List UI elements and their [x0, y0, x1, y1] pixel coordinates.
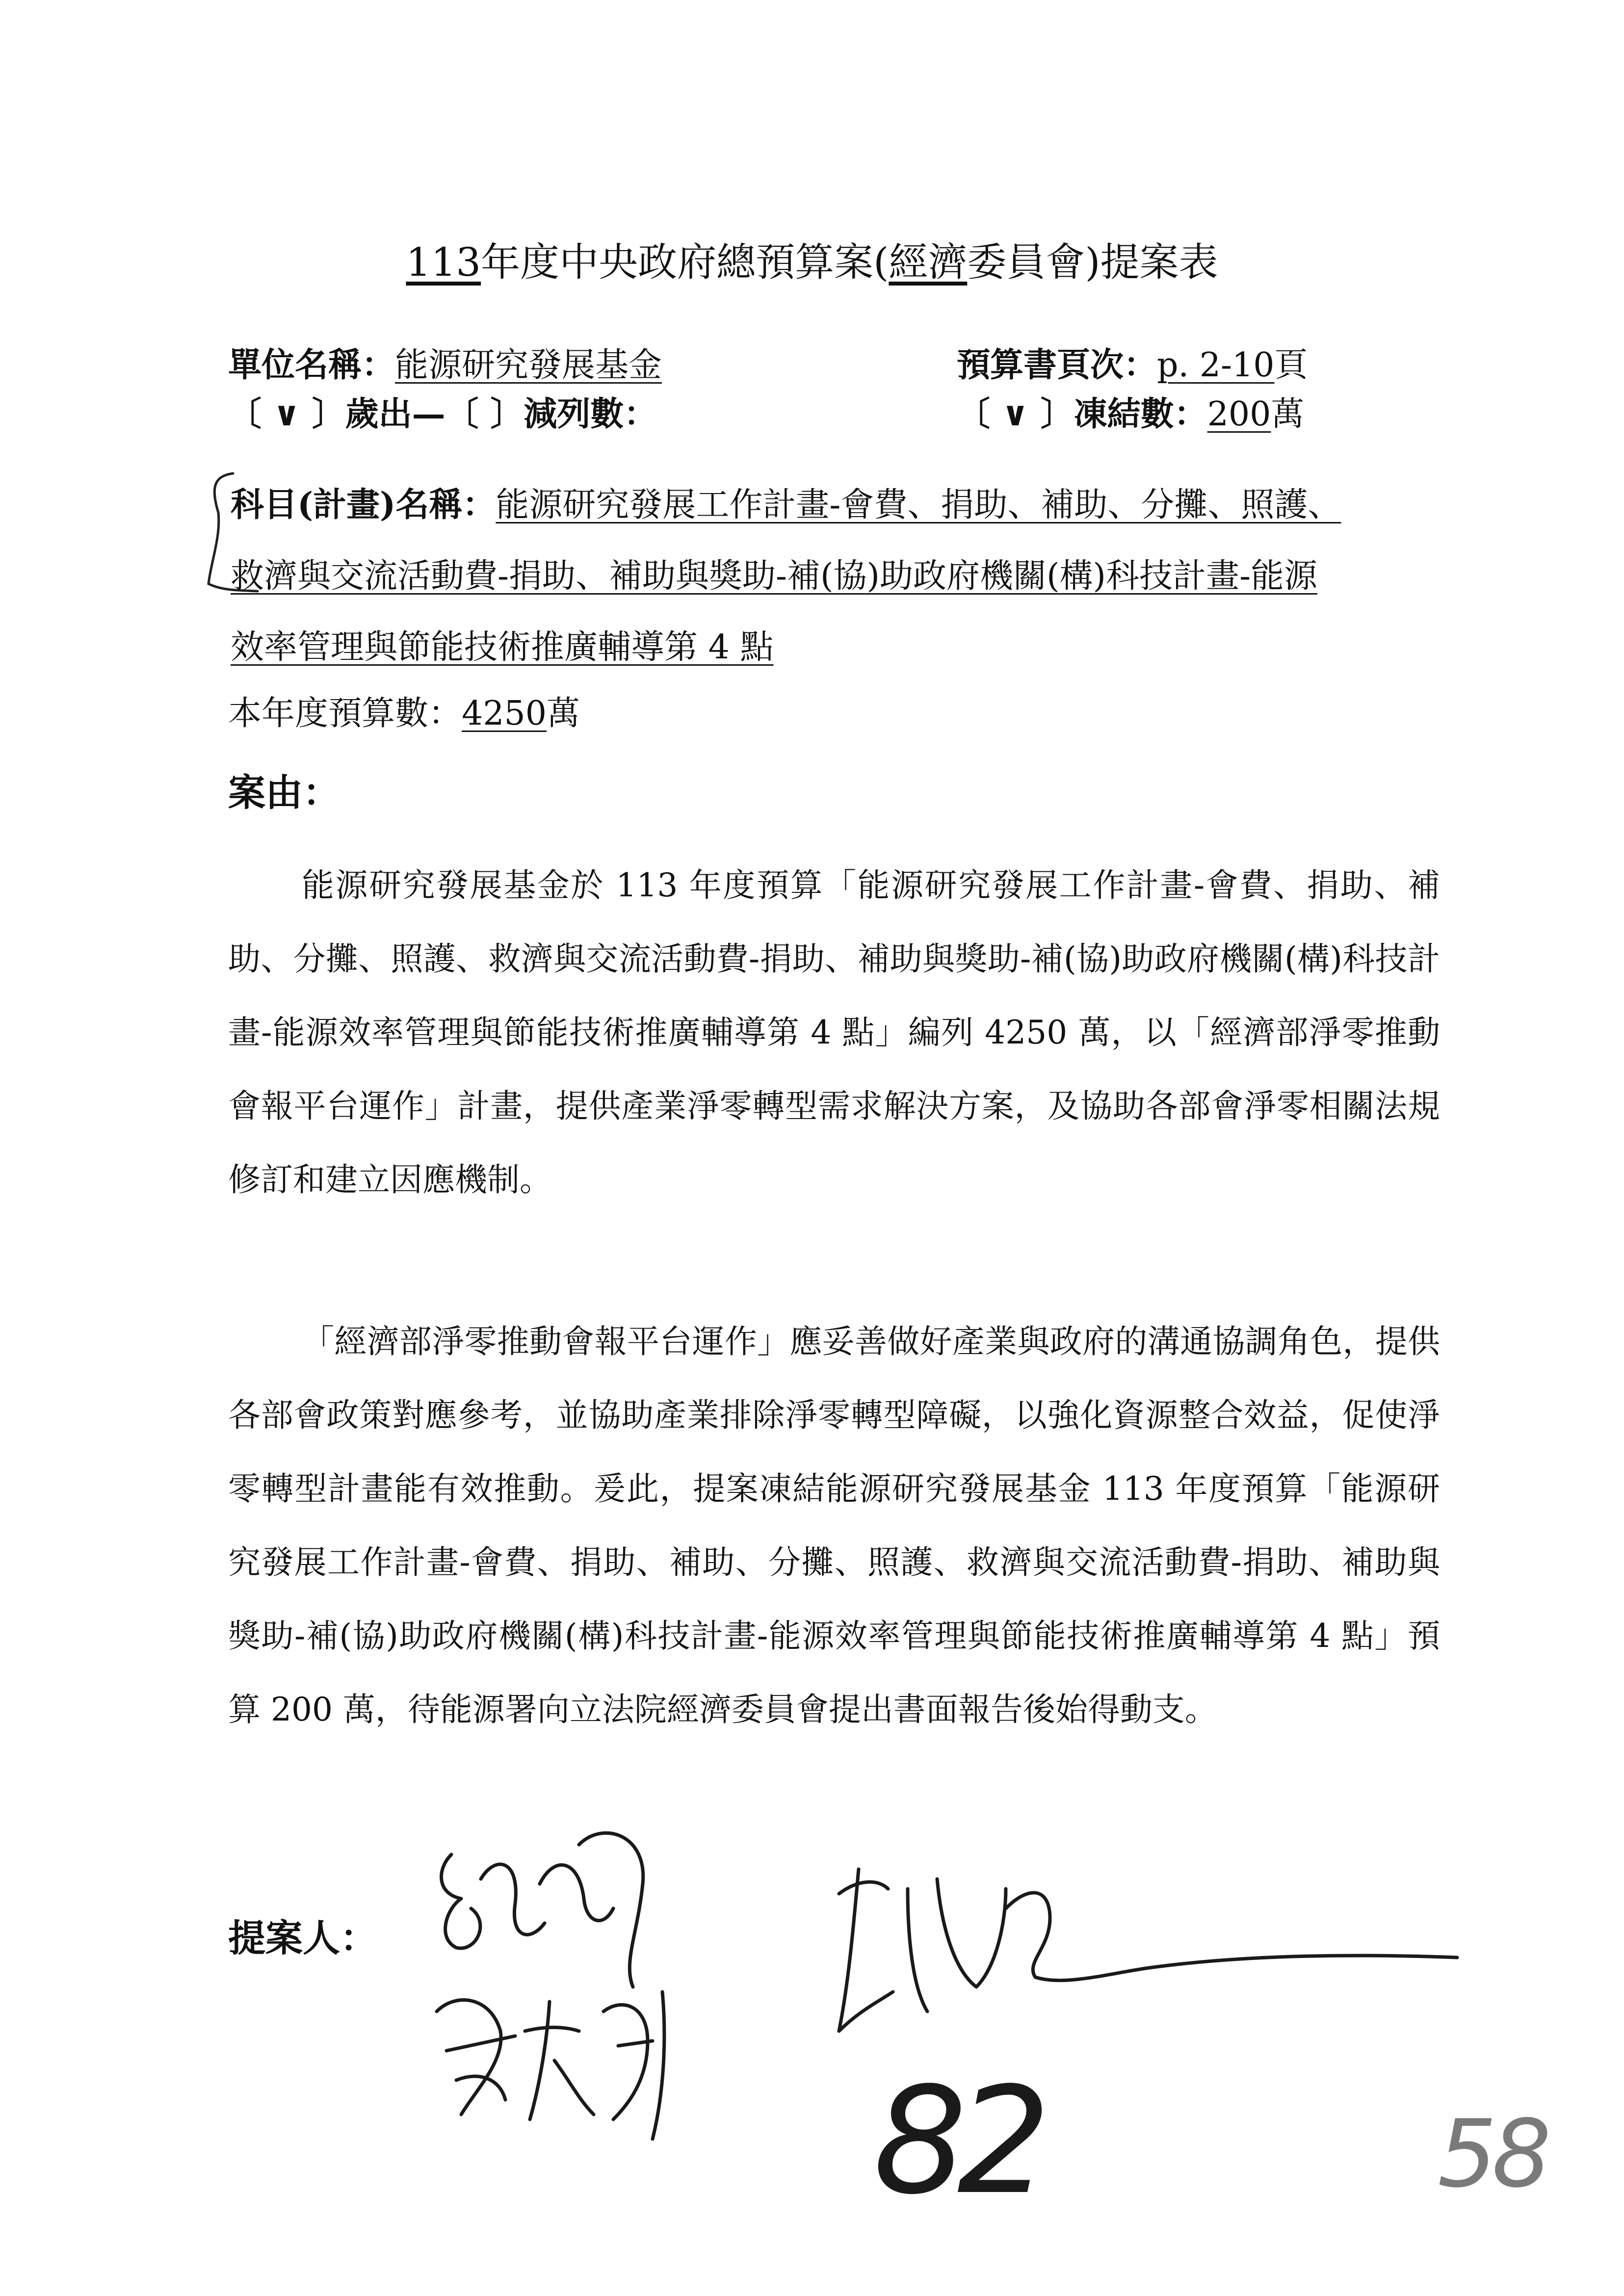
subject-line-3: 效率管理與節能技術推廣輔導第 4 點 — [231, 628, 774, 667]
budget-page-label: 預算書頁次： — [957, 345, 1157, 385]
budget-page-unit: 頁 — [1274, 346, 1308, 385]
title-middle: 年度中央政府總預算案( — [481, 239, 889, 285]
title-committee: 經濟 — [889, 239, 968, 285]
document-title — [0, 231, 1624, 287]
subject-text-1: 能源研究發展工作計畫-會費、捐助、補助、分攤、照護、 — [496, 486, 1341, 524]
subject-line-2: 救濟與交流活動費-捐助、補助與獎助-補(協)助政府機關(構)科技計畫-能源 — [231, 557, 1318, 596]
annual-budget-value: 4250 — [462, 694, 547, 733]
title-suffix: 委員會)提案表 — [967, 239, 1218, 285]
unit-value: 能源研究發展基金 — [395, 346, 662, 385]
reason-heading: 案由： — [228, 771, 340, 814]
budget-page-value: p. 2-10 — [1157, 346, 1275, 385]
freeze-label: 〔 ∨ 〕凍結數： — [957, 394, 1207, 434]
budget-page-row — [957, 339, 1308, 386]
title-year: 113 — [406, 239, 481, 285]
proposer-label: 提案人： — [228, 1916, 377, 1960]
freeze-row — [957, 388, 1304, 435]
subject-label: 科目(計畫)名稱： — [231, 485, 496, 524]
freeze-value: 200 — [1207, 395, 1271, 434]
paragraph-1: 能源研究發展基金於 113 年度預算「能源研究發展工作計畫-會費、捐助、補助、分攤、照護、救濟與交流活動費-捐助、補助與獎助-補(協)助政府機關(構)科技計畫-能源效率管理與節能技術推廣輔導第 4 點」編列 4250 萬，以「經濟部淨零推動會報平台運作」計畫，提供產業淨零轉型需求解決方案，及協助各部會淨零相關法規修訂和建立因應機制。 — [228, 866, 1440, 1199]
annual-budget-unit: 萬 — [547, 694, 580, 733]
freeze-unit: 萬 — [1271, 395, 1305, 434]
handwritten-number: 82 — [873, 2056, 1041, 2227]
annual-budget-label: 本年度預算數： — [228, 694, 462, 733]
page-mark: 58 — [1438, 2100, 1546, 2208]
cut-row: 〔 ∨ 〕歲出—〔 〕減列數： — [228, 394, 657, 434]
paragraph-2: 「經濟部淨零推動會報平台運作」應妥善做好產業與政府的溝通協調角色，提供各部會政策對應參考，並協助產業排除淨零轉型障礙，以強化資源整合效益，促使淨零轉型計畫能有效推動。爰此，提案凍結能源研究發展基金 113 年度預算「能源研究發展工作計畫-會費、捐助、補助、分攤、照護、救濟與交流活動費-捐助、補助與獎助-補(協)助政府機關(構)科技計畫-能源效率管理與節能技術推廣輔導第 4 點」預算 200 萬，待能源署向立法院經濟委員會提出書面報告後始得動支。 — [228, 1323, 1440, 1728]
unit-label: 單位名稱： — [228, 345, 395, 385]
unit-row — [228, 339, 662, 386]
annual-budget-row — [228, 687, 580, 734]
subject-line-1 — [231, 478, 1341, 526]
